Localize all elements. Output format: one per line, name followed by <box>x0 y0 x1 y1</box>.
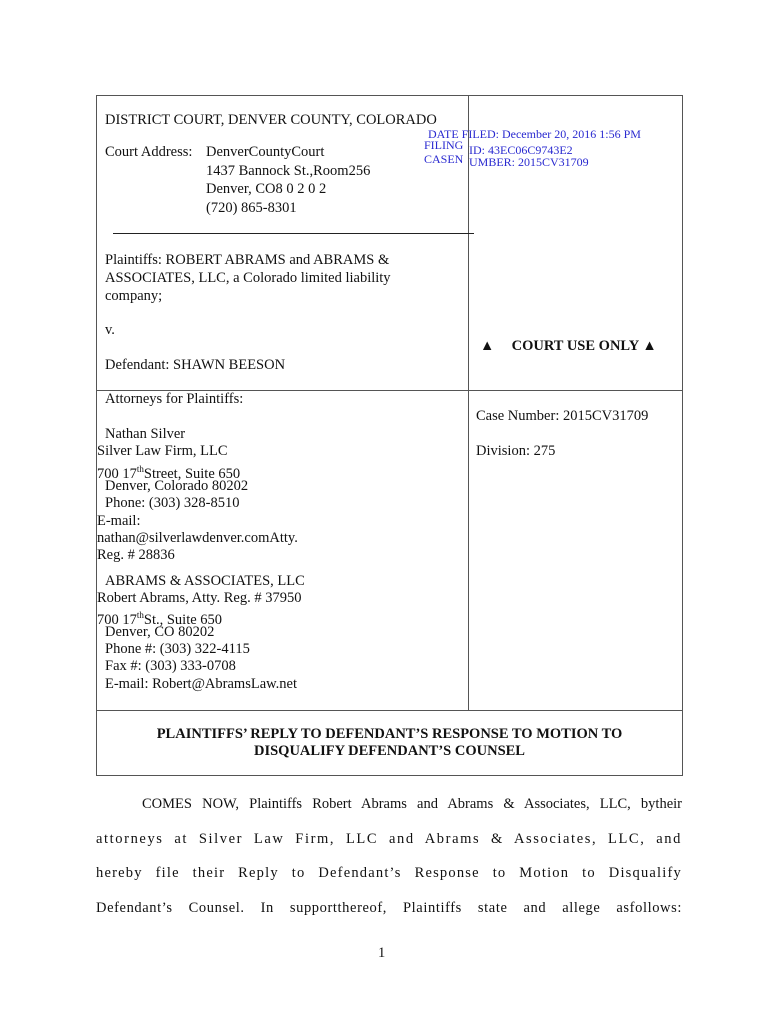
silver-reg: Reg. # 28836 <box>97 547 175 563</box>
stamp-case-number: UMBER: 2015CV31709 <box>469 155 589 169</box>
versus: v. <box>105 322 115 338</box>
body-line-1: COMES NOW, Plaintiffs Robert Abrams and Abrams & Associates, LLC, bytheir <box>142 796 682 812</box>
abrams-fax: Fax #: (303) 333-0708 <box>105 658 236 674</box>
court-phone: (720) 865-8301 <box>206 200 297 216</box>
abrams-firm: ABRAMS & ASSOCIATES, LLC <box>105 573 305 589</box>
case-number: Case Number: 2015CV31709 <box>476 408 649 424</box>
court-name: DISTRICT COURT, DENVER COUNTY, COLORADO <box>105 112 437 128</box>
document-title-line1: PLAINTIFFS’ REPLY TO DEFENDANT’S RESPONSE TO MOTION TO <box>156 726 623 742</box>
caption-vertical-divider <box>468 95 469 711</box>
silver-email-label: E-mail: <box>97 513 141 529</box>
caption-divider-title <box>96 710 683 711</box>
court-address-line3: Denver, CO8 0 2 0 2 <box>206 181 327 197</box>
caption-divider-court <box>113 233 474 234</box>
stamp-filing-id: ID: 43EC06C9743E2 <box>469 143 573 157</box>
court-use-only-text: COURT USE ONLY <box>511 338 639 354</box>
court-address-line2: 1437 Bannock St.,Room256 <box>206 163 371 179</box>
abrams-phone: Phone #: (303) 322-4115 <box>105 641 250 657</box>
abrams-name-reg: Robert Abrams, Atty. Reg. # 37950 <box>97 590 302 606</box>
stamp-case-label: CASEN <box>424 152 464 166</box>
silver-firm: Silver Law Firm, LLC <box>97 443 228 459</box>
abrams-street: 700 17thSt., Suite 650 <box>97 610 223 628</box>
defendant: Defendant: SHAWN BEESON <box>105 357 286 373</box>
document-title-line2: DISQUALIFY DEFENDANT’S COUNSEL <box>254 743 525 759</box>
court-use-only-label <box>480 338 657 355</box>
silver-city: Denver, Colorado 80202 <box>105 478 249 494</box>
abrams-city: Denver, CO 80202 <box>105 624 215 640</box>
division: Division: 275 <box>476 443 556 459</box>
plaintiffs-line2: ASSOCIATES, LLC, a Colorado limited liability <box>105 270 391 286</box>
attorneys-heading: Attorneys for Plaintiffs: <box>105 391 244 407</box>
silver-email: nathan@silverlawdenver.comAtty. <box>97 530 298 546</box>
silver-street: 700 17thStreet, Suite 650 <box>97 464 241 482</box>
triangle-up-icon: ▲ <box>642 338 657 354</box>
silver-phone: Phone: (303) 328-8510 <box>105 495 240 511</box>
stamp-date-filed: DATE FILED: December 20, 2016 1:56 PM <box>428 127 641 141</box>
silver-name: Nathan Silver <box>105 426 186 442</box>
court-address-label: Court Address: <box>105 144 193 160</box>
page-number: 1 <box>378 945 386 961</box>
plaintiffs-line1: Plaintiffs: ROBERT ABRAMS and ABRAMS & <box>105 252 390 268</box>
court-address-line1: DenverCountyCourt <box>206 144 325 160</box>
triangle-up-icon: ▲ <box>480 338 495 354</box>
body-line-3: hereby file their Reply to Defendant’s Response to Motion to Disqualify <box>96 865 682 881</box>
plaintiffs-line3: company; <box>105 288 163 304</box>
stamp-filing-label: FILING <box>424 138 464 152</box>
body-line-2: attorneys at Silver Law Firm, LLC and Abrams & Associates, LLC, and <box>96 831 682 847</box>
body-line-4: Defendant’s Counsel. In supportthereof, Plaintiffs state and allege asfollows: <box>96 900 682 916</box>
abrams-email: E-mail: Robert@AbramsLaw.net <box>105 676 297 692</box>
